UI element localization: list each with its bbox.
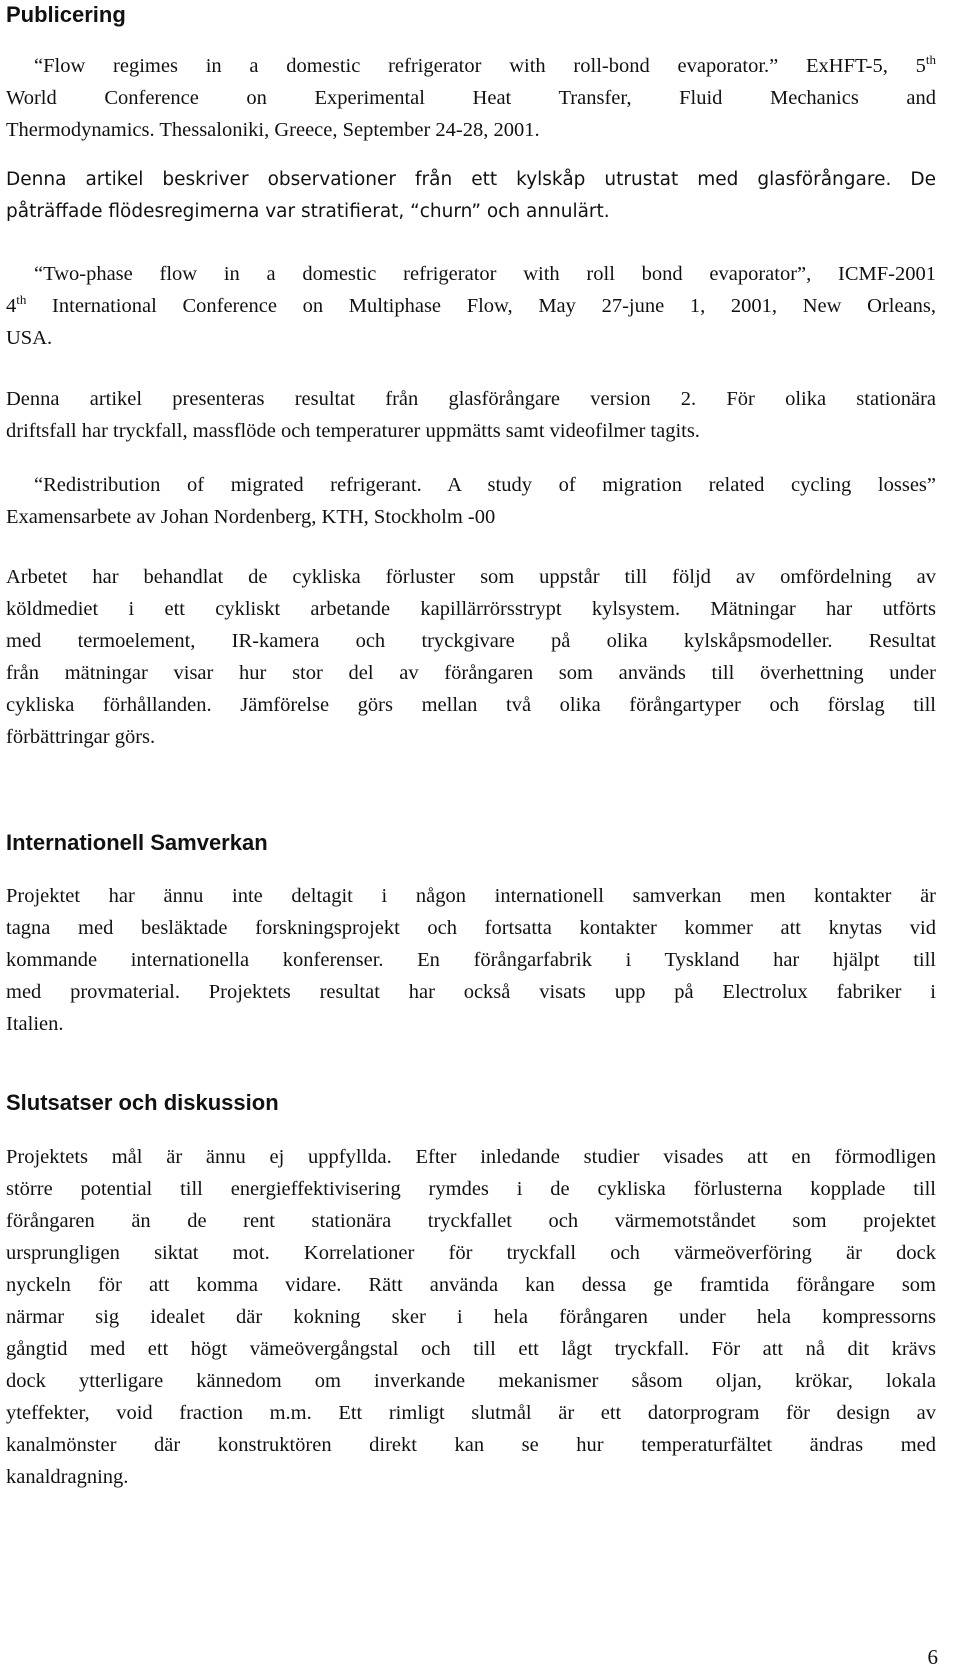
publication-redistribution: [6, 469, 936, 533]
text-line: “Two-phase flow in a domestic refrigerator with roll bond evaporator”, ICMF-2001: [34, 263, 936, 285]
text-line: 4th International Conference on Multiphase Flow, May 27-june 1, 2001, New Orleans,: [6, 292, 936, 317]
heading-publicering: Publicering: [6, 2, 126, 27]
text-line: gångtid med ett högt vämeövergångstal och till ett lågt tryckfall. För att nå dit krävs: [6, 1338, 936, 1360]
publication-two-phase-flow: [6, 258, 936, 354]
text-line: kanaldragning.: [6, 1466, 129, 1488]
text-line: kommande internationella konferenser. En förångarfabrik i Tyskland har hjälpt till: [6, 949, 936, 971]
publication-flow-regimes-summary: [6, 164, 936, 228]
publication-flow-regimes: [6, 50, 936, 146]
text-line: dock ytterligare kännedom om inverkande mekanismer såsom oljan, krökar, lokala: [6, 1370, 936, 1392]
text-line: World Conference on Experimental Heat Transfer, Fluid Mechanics and: [6, 87, 936, 109]
text-line: förbättringar görs.: [6, 726, 156, 748]
text-line: Thermodynamics. Thessaloniki, Greece, September 24-28, 2001.: [6, 119, 540, 141]
text-line: Projektet har ännu inte deltagit i någon internationell samverkan men kontakter är: [6, 885, 936, 907]
heading-slutsatser-och-diskussion: Slutsatser och diskussion: [6, 1090, 279, 1115]
text-line: USA.: [6, 327, 53, 349]
text-line: med provmaterial. Projektets resultat har också visats upp på Electrolux fabriker i: [6, 981, 936, 1003]
samverkan-paragraph: [6, 880, 936, 1040]
page-number: 6: [927, 1645, 938, 1669]
text-line: köldmediet i ett cykliskt arbetande kapillärrörsstrypt kylsystem. Mätningar har utförts: [6, 598, 936, 620]
text-line: cykliska förhållanden. Jämförelse görs mellan två olika förångartyper och förslag till: [6, 694, 936, 716]
text-line: Denna artikel presenteras resultat från glasförångare version 2. För olika stationära: [6, 388, 936, 410]
publication-two-phase-summary: [6, 383, 936, 447]
text-line: yteffekter, void fraction m.m. Ett rimligt slutmål är ett datorprogram för design av: [6, 1402, 936, 1424]
text-line: “Flow regimes in a domestic refrigerator with roll-bond evaporator.” ExHFT-5, 5th: [34, 52, 936, 77]
text-line: förångaren än de rent stationära tryckfallet och värmemotståndet som projektet: [6, 1210, 936, 1232]
text-line: närmar sig idealet där kokning sker i hela förångaren under hela kompressorns: [6, 1306, 936, 1328]
text-line: med termoelement, IR-kamera och tryckgivare på olika kylskåpsmodeller. Resultat: [6, 630, 936, 652]
text-line: tagna med besläktade forskningsprojekt och fortsatta kontakter kommer att knytas vid: [6, 917, 936, 939]
text-line: kanalmönster där konstruktören direkt kan se hur temperaturfältet ändras med: [6, 1434, 936, 1456]
text-line: Examensarbete av Johan Nordenberg, KTH, Stockholm -00: [6, 506, 496, 528]
text-line: “Redistribution of migrated refrigerant. A study of migration related cycling losses”: [34, 474, 936, 496]
text-line: påträffade flödesregimerna var stratifierat, “churn” och annulärt.: [6, 201, 610, 222]
text-line: större potential till energieffektivisering rymdes i de cykliska förlusterna kopplade till: [6, 1178, 936, 1200]
heading-internationell-samverkan: Internationell Samverkan: [6, 830, 268, 855]
text-line: ursprungligen siktat mot. Korrelationer för tryckfall och värmeöverföring är dock: [6, 1242, 936, 1264]
text-line: Arbetet har behandlat de cykliska förluster som uppstår till följd av omfördelning av: [6, 566, 936, 588]
text-line: driftsfall har tryckfall, massflöde och temperaturer uppmätts samt videofilmer tagits.: [6, 420, 700, 442]
slutsatser-paragraph: [6, 1141, 936, 1493]
text-line: från mätningar visar hur stor del av förångaren som används till överhettning under: [6, 662, 936, 684]
text-line: Italien.: [6, 1013, 64, 1035]
text-line: nyckeln för att komma vidare. Rätt använda kan dessa ge framtida förångare som: [6, 1274, 936, 1296]
publication-redistribution-summary: [6, 561, 936, 753]
text-line: Projektets mål är ännu ej uppfyllda. Efter inledande studier visades att en förmodligen: [6, 1146, 936, 1168]
text-line: Denna artikel beskriver observationer från ett kylskåp utrustat med glasförångare. De: [6, 169, 936, 190]
